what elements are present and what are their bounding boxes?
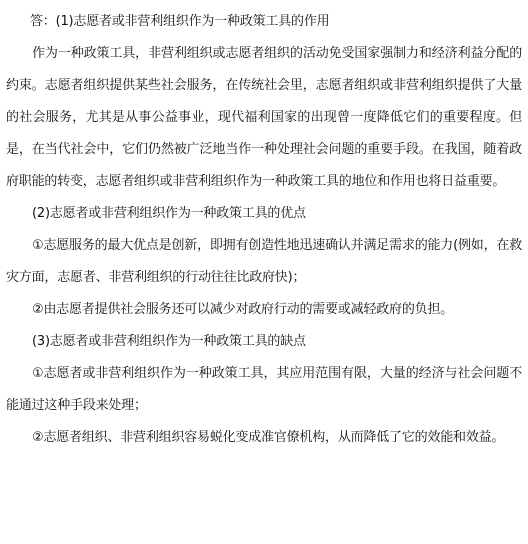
disadvantage-item-1: ①志愿者或非营利组织作为一种政策工具，其应用范围有限，大量的经济与社会问题不能通过这种手段来处理； [6,366,522,413]
answer-heading: 答：(1)志愿者或非营利组织作为一种政策工具的作用 [30,14,330,29]
advantage-item-2: ②由志愿者提供社会服务还可以减少对政府行动的需要或减轻政府的负担。 [32,302,454,317]
advantage-item-1: ①志愿服务的最大优点是创新，即拥有创造性地迅速确认并满足需求的能力(例如，在救灾方面，志愿者、非营利组织的行动往往比政府快)； [6,238,522,285]
section-heading-advantages: (2)志愿者或非营利组织作为一种政策工具的优点 [32,206,306,221]
section-heading-disadvantages: (3)志愿者或非营利组织作为一种政策工具的缺点 [32,334,306,349]
paragraph-role: 作为一种政策工具，非营利组织或志愿者组织的活动免受国家强制力和经济利益分配的约束。志愿者组织提供某些社会服务，在传统社会里，志愿者组织或非营利组织提供了大量的社会服务，尤其是从事公益事业，现代福利国家的出现曾一度降低它们的重要程度。但是，在当代社会中，它们仍然被广泛地当作一种处理社会问题的重要手段。在我国，随着政府职能的转变，志愿者组织或非营利组织作为一种政策工具的地位和作用也将日益重要。 [6,46,522,189]
disadvantage-item-2: ②志愿者组织、非营利组织容易蜕化变成准官僚机构，从而降低了它的效能和效益。 [32,430,505,445]
